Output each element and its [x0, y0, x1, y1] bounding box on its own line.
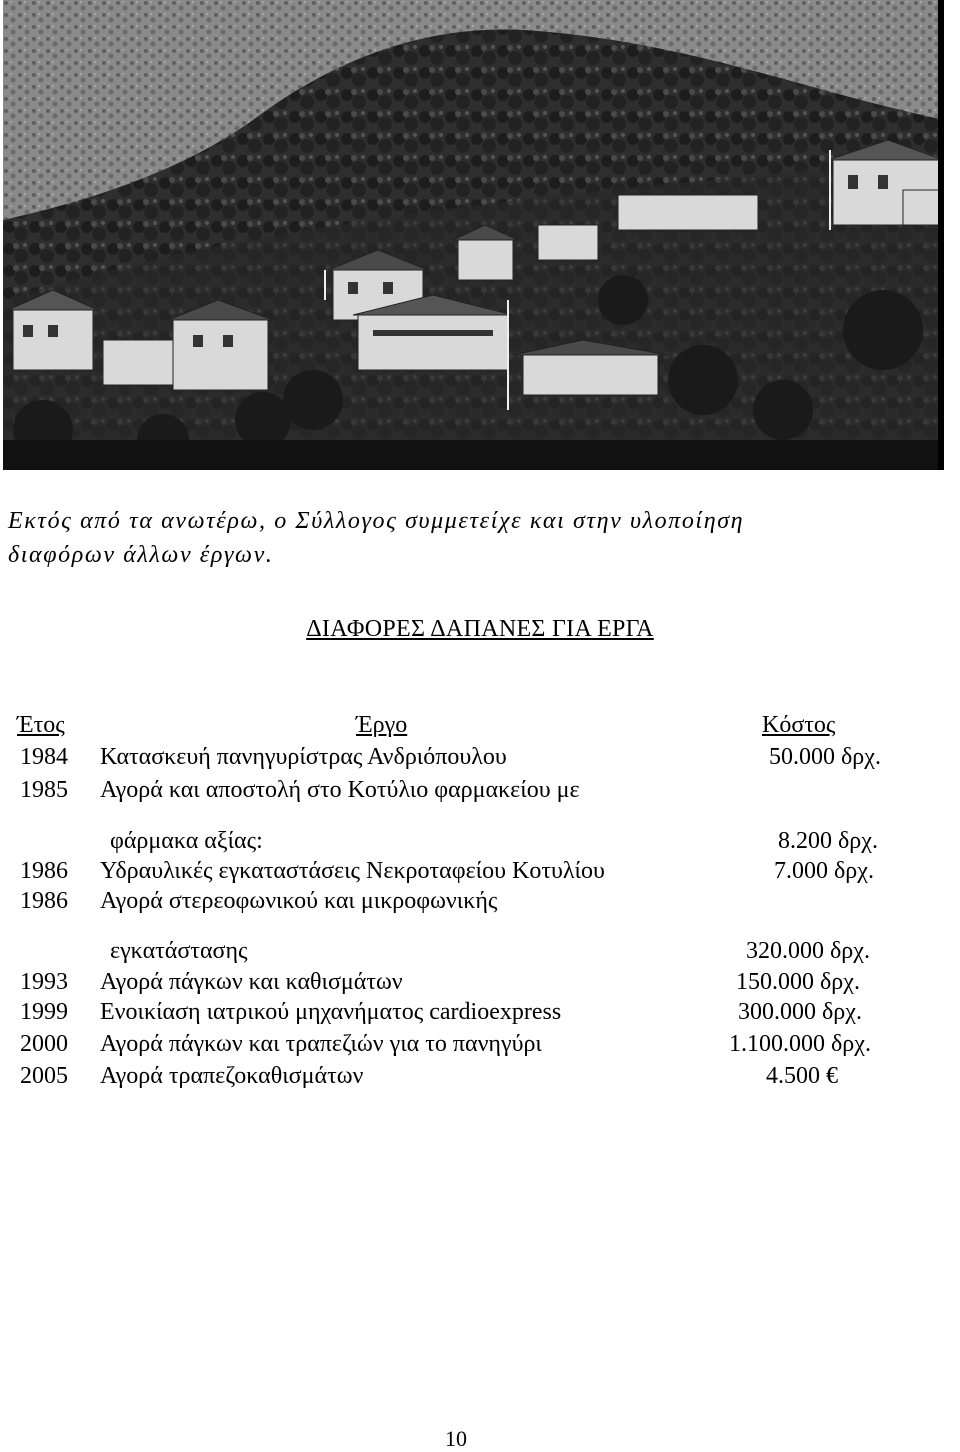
village-photo — [3, 0, 944, 470]
table-row — [0, 742, 960, 772]
row-year: 1986 — [20, 888, 68, 914]
intro-paragraph — [8, 504, 908, 572]
row-year: 1993 — [20, 969, 68, 995]
row-year: 1985 — [20, 777, 68, 803]
row-year: 2005 — [20, 1063, 68, 1089]
row-year: 1986 — [20, 858, 68, 884]
row-description: Αγορά και αποστολή στο Κοτύλιο φαρμακείου με — [100, 777, 580, 803]
intro-line-1: Εκτός από τα ανωτέρω, ο Σύλλογος συμμετείχε και στην υλοποίηση — [8, 508, 745, 534]
row-description: Αγορά στερεοφωνικού και μικροφωνικής — [100, 888, 498, 914]
row-description: Ενοικίαση ιατρικού μηχανήματος cardioexpress — [100, 999, 562, 1025]
column-header-cost: Κόστος — [762, 712, 836, 738]
row-cost: 1.100.000 δρχ. — [729, 1031, 871, 1057]
row-cost: 4.500 € — [766, 1063, 838, 1089]
table-row — [0, 775, 960, 805]
table-row — [0, 967, 960, 997]
row-description: Αγορά πάγκων και τραπεζιών για το πανηγύρι — [100, 1031, 542, 1057]
column-header-work: Έργο — [356, 712, 408, 738]
row-description-continued: εγκατάστασης — [110, 938, 248, 964]
row-cost: 7.000 δρχ. — [774, 858, 874, 884]
intro-line-2: διαφόρων άλλων έργων. — [8, 542, 274, 568]
row-cost: 8.200 δρχ. — [778, 828, 878, 854]
row-description: Αγορά τραπεζοκαθισμάτων — [100, 1063, 364, 1089]
table-row-continuation — [0, 936, 960, 966]
table-row — [0, 886, 960, 916]
row-description: Κατασκευή πανηγυρίστρας Ανδριόπουλου — [100, 744, 507, 770]
row-cost: 50.000 δρχ. — [769, 744, 881, 770]
table-row — [0, 1061, 960, 1091]
row-description: Υδραυλικές εγκαταστάσεις Νεκροταφείου Κοτυλίου — [100, 858, 605, 884]
row-description-continued: φάρμακα αξίας: — [110, 828, 263, 854]
column-header-year: Έτος — [17, 712, 65, 738]
page-number: 10 — [445, 1426, 467, 1451]
table-row-continuation — [0, 826, 960, 856]
row-cost: 320.000 δρχ. — [746, 938, 870, 964]
table-row — [0, 1029, 960, 1059]
row-year: 1984 — [20, 744, 68, 770]
row-cost: 150.000 δρχ. — [736, 969, 860, 995]
row-description: Αγορά πάγκων και καθισμάτων — [100, 969, 403, 995]
section-heading: ΔΙΑΦΟΡΕΣ ΔΑΠΑΝΕΣ ΓΙΑ ΕΡΓΑ — [306, 616, 654, 642]
row-year: 2000 — [20, 1031, 68, 1057]
table-row — [0, 856, 960, 886]
row-year: 1999 — [20, 999, 68, 1025]
table-row — [0, 997, 960, 1027]
row-cost: 300.000 δρχ. — [738, 999, 862, 1025]
